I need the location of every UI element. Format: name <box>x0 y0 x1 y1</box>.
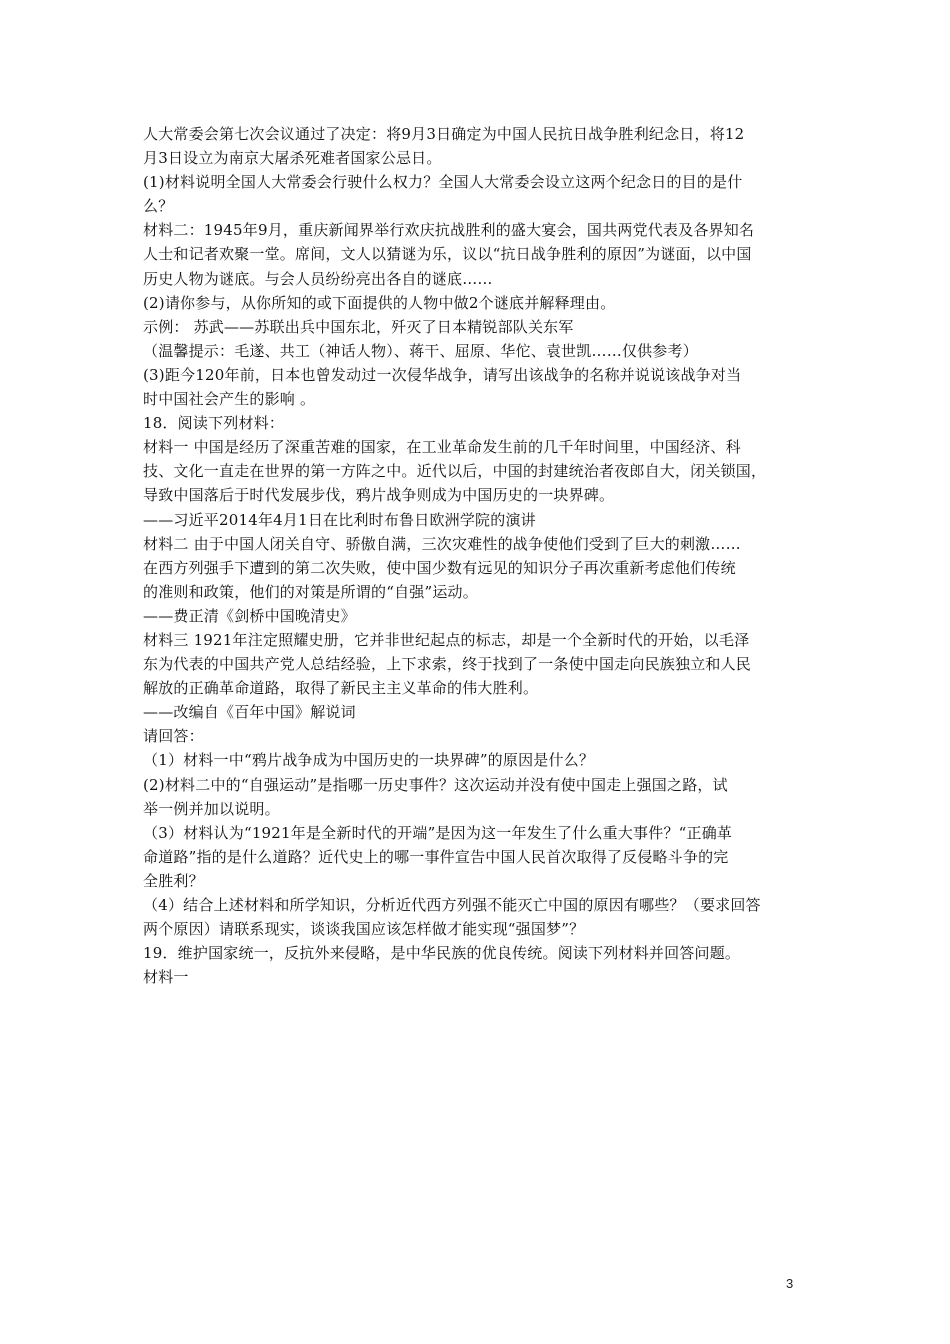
document-body <box>143 122 811 989</box>
page-number: 3 <box>786 1276 794 1291</box>
text-line: 导致中国落后于时代发展步伐，鸦片战争则成为中国历史的一块界碑。 <box>143 486 615 505</box>
text-line: (2)材料二中的“自强运动”是指哪一历史事件？这次运动并没有使中国走上强国之路，试 <box>143 775 728 794</box>
text-line: 材料二 由于中国人闭关自守、骄傲自满，三次灾难性的战争使他们受到了巨大的刺激…… <box>143 534 741 553</box>
text-line: 全胜利？ <box>143 871 204 890</box>
question-heading: 18．阅读下列材料： <box>143 414 285 433</box>
text-line: （1）材料一中“鸦片战争成为中国历史的一块界碑”的原因是什么？ <box>143 751 595 770</box>
text-line: 么？ <box>143 197 174 216</box>
text-line: 材料一 <box>143 968 189 987</box>
text-line: （温馨提示：毛遂、共工（神话人物）、蒋干、屈原、华佗、袁世凯……仅供参考） <box>143 341 698 360</box>
text-line: (1)材料说明全国人大常委会行驶什么权力？全国人大常委会设立这两个纪念日的目的是什 <box>143 173 743 192</box>
text-line: 材料三 1921年注定照耀史册，它并非世纪起点的标志，却是一个全新时代的开始，以毛泽 <box>143 630 750 649</box>
text-line: 的准则和政策，他们的对策是所谓的“自强”运动。 <box>143 582 478 601</box>
question-heading: 19．维护国家统一，反抗外来侵略，是中华民族的优良传统。阅读下列材料并回答问题。 <box>143 944 741 963</box>
text-line: 举一例并加以说明。 <box>143 799 280 818</box>
text-line: 请回答： <box>143 727 204 746</box>
text-line: （4）结合上述材料和所学知识，分析近代西方列强不能灭亡中国的原因有哪些？（要求回答 <box>143 896 761 914</box>
citation-line: ——习近平2014年4月1日在比利时布鲁日欧洲学院的演讲 <box>143 510 536 529</box>
text-line: 东为代表的中国共产党人总结经验，上下求索，终于找到了一条使中国走向民族独立和人民 <box>143 655 752 674</box>
text-line: (2)请你参与，从你所知的或下面提供的人物中做2个谜底并解释理由。 <box>143 293 616 312</box>
text-line: 人大常委会第七次会议通过了决定：将9月3日确定为中国人民抗日战争胜利纪念日，将12 <box>143 125 745 143</box>
citation-line: ——费正清《剑桥中国晚清史》 <box>143 606 356 625</box>
citation-line: ——改编自《百年中国》解说词 <box>143 703 356 722</box>
text-line: (3)距今120年前，日本也曾发动过一次侵华战争，请写出该战争的名称并说说该战争对当 <box>143 365 742 384</box>
text-line: 时中国社会产生的影响 。 <box>143 390 316 409</box>
text-line: 材料一 中国是经历了深重苦难的国家，在工业革命发生前的几千年时间里，中国经济、科 <box>143 438 741 457</box>
text-line: 在西方列强手下遭到的第二次失败，使中国少数有远见的知识分子再次重新考虑他们传统 <box>143 558 736 577</box>
text-line: 示例： 苏武——苏联出兵中国东北，歼灭了日本精锐部队关东军 <box>143 317 574 336</box>
text-line: 两个原因）请联系现实，谈谈我国应该怎样做才能实现“强国梦”？ <box>143 920 585 939</box>
text-line: 命道路”指的是什么道路？近代史上的哪一事件宣告中国人民首次取得了反侵略斗争的完 <box>143 847 729 866</box>
text-line: 月3日设立为南京大屠杀死难者国家公忌日。 <box>143 149 442 168</box>
text-line: 历史人物为谜底。与会人员纷纷亮出各自的谜底…… <box>143 269 493 288</box>
text-line: 材料二：1945年9月，重庆新闻界举行欢庆抗战胜利的盛大宴会，国共两党代表及各界知名 <box>143 221 755 240</box>
text-line: （3）材料认为“1921年是全新时代的开端”是因为这一年发生了什么重大事件？“正确革 <box>143 823 733 842</box>
text-line: 技、文化一直走在世界的第一方阵之中。近代以后，中国的封建统治者夜郎自大，闭关锁国， <box>143 462 767 481</box>
text-line: 解放的正确革命道路，取得了新民主主义革命的伟大胜利。 <box>143 679 539 698</box>
text-line: 人士和记者欢聚一堂。席间，文人以猜谜为乐，议以“抗日战争胜利的原因”为谜面，以中国 <box>143 245 752 264</box>
